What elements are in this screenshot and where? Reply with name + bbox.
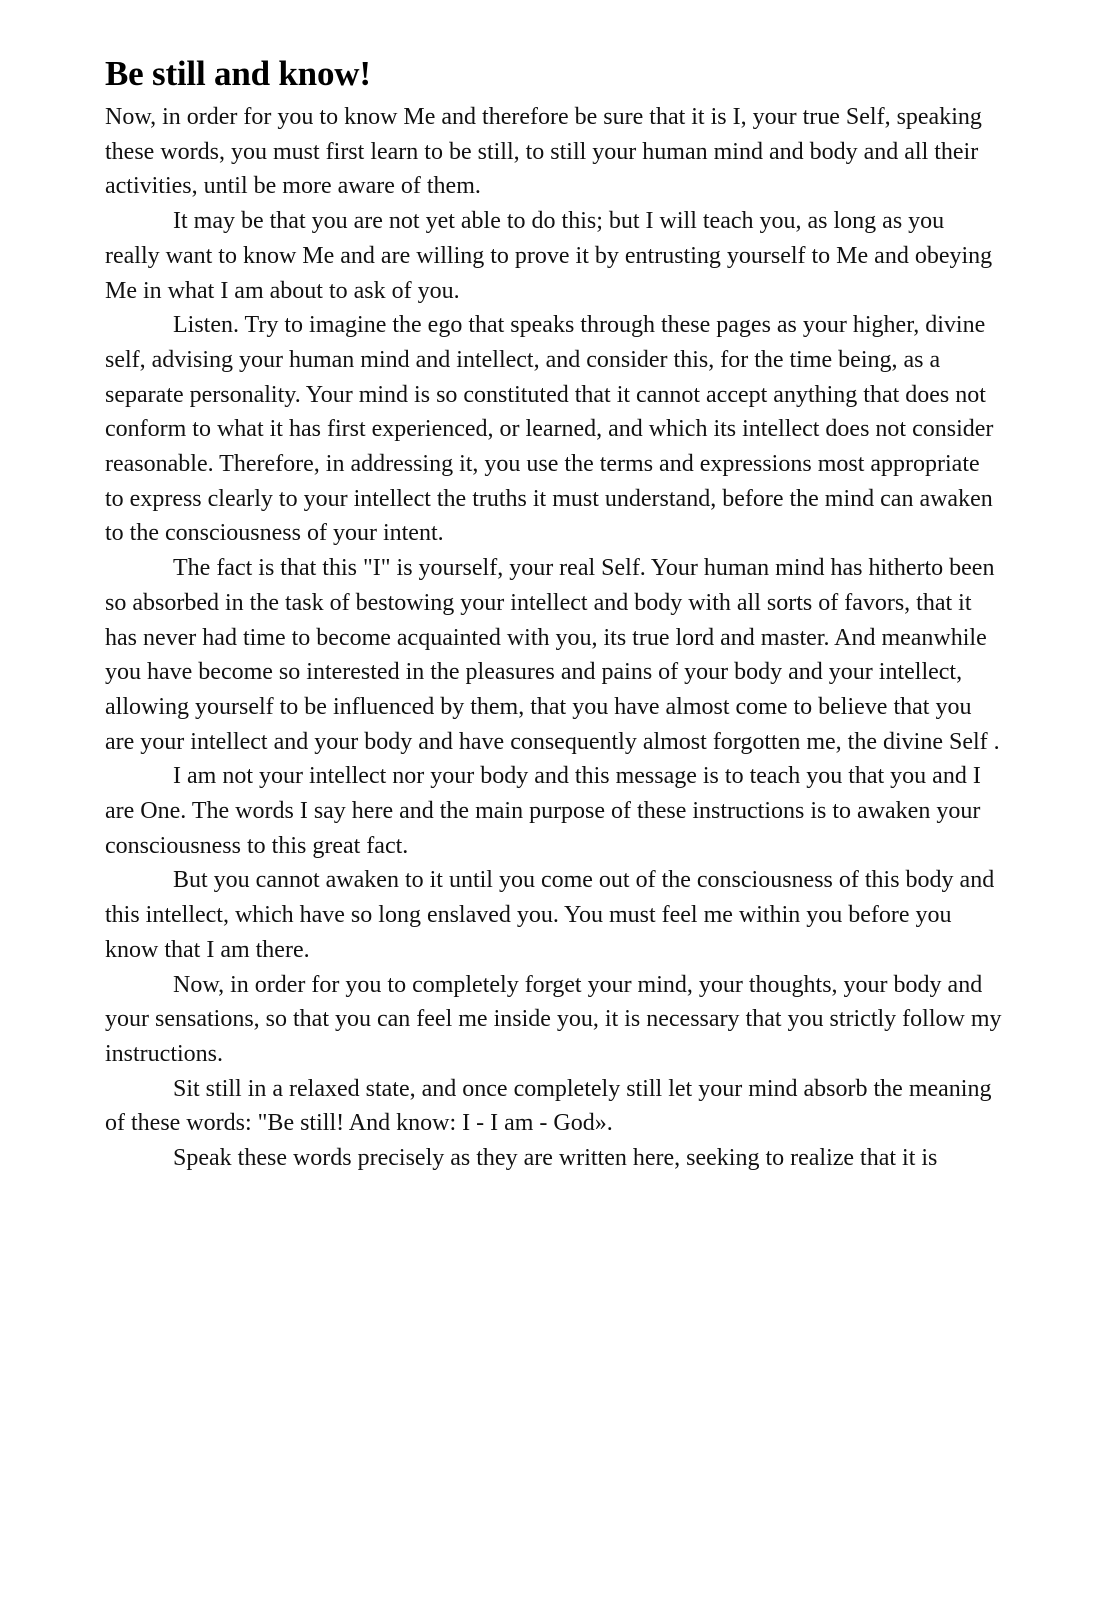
paragraph-8: Sit still in a relaxed state, and once completely still let your mind absorb the meaning of these words: "Be still! And know: I - I am - God». [105,1075,992,1137]
document-body [105,52,1003,1197]
paragraph-4: The fact is that this "I" is yourself, your real Self. Your human mind has hitherto been so absorbed in the task of bestowing your intellect and body with all sorts of favors, that it has never had time to become acquainted with you, its true lord and master. And meanwhile you have become so interested in the pleasures and pains of your body and your intellect, allowing yourself to be influenced by them, that you have almost come to believe that you are your intellect and your body and have consequently almost forgotten me, the divine Self . [105,555,1000,755]
paragraph-9-truncated: Speak these words precisely as they are written here, seeking to realize that it is [173,1145,938,1172]
paragraph-6: But you cannot awaken to it until you come out of the consciousness of this body and this intellect, which have so long enslaved you. You must feel me within you before you know that I am there. [105,867,995,963]
paragraph-7: Now, in order for you to completely forget your mind, your thoughts, your body and your sensations, so that you can feel me inside you, it is necessary that you strictly follow my instructions. [105,971,1002,1067]
page-title: Be still and know! [105,54,371,93]
paragraph-2: It may be that you are not yet able to do this; but I will teach you, as long as you really want to know Me and are willing to prove it by entrusting yourself to Me and obeying Me in what I am about to ask of you. [105,208,993,304]
paragraph-3: Listen. Try to imagine the ego that speaks through these pages as your higher, divine self, advising your human mind and intellect, and consider this, for the time being, as a separate personality. Your mind is so constituted that it cannot accept anything that does not conform to what it has first experienced, or learned, and which its intellect does not consider reasonable. Therefore, in addressing it, you use the terms and expressions most appropriate to express clearly to your intellect the truths it must understand, before the mind can awaken to the consciousness of your intent. [105,312,994,547]
paragraph-5: I am not your intellect nor your body and this message is to teach you that you and I are One. The words I say here and the main purpose of these instructions is to awaken your consciousness to this great fact. [105,763,981,859]
paragraph-1: Now, in order for you to know Me and therefore be sure that it is I, your true Self, speaking these words, you must first learn to be still, to still your human mind and body and all their activities, until be more aware of them. [105,104,982,200]
